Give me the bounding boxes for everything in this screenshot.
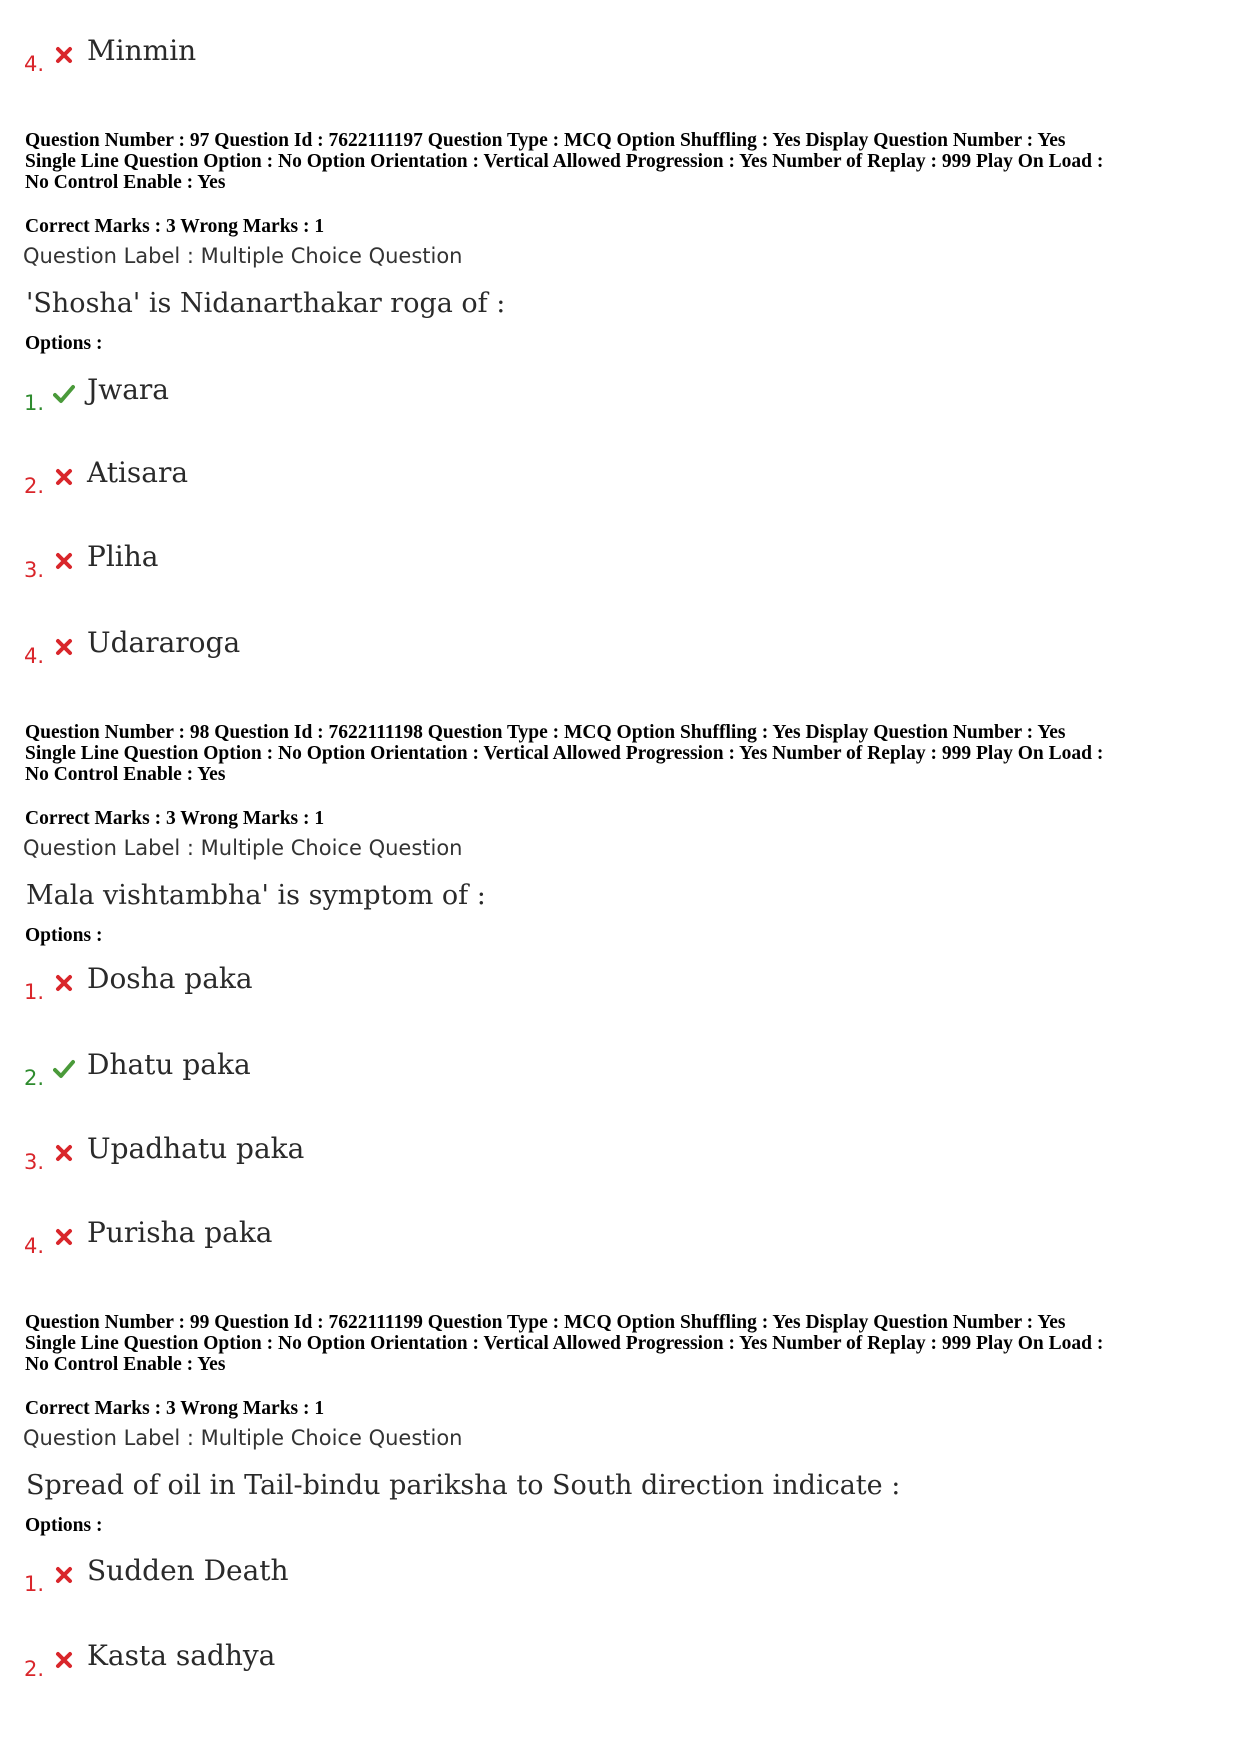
- options-label: Options :: [25, 1515, 103, 1536]
- question-meta-line: Single Line Question Option : No Option Orientation : Vertical Allowed Progression : Yes Number of Replay : 999 Play On Load :: [25, 151, 1104, 172]
- option-text: Udararoga: [87, 626, 241, 659]
- question-meta-line: Question Number : 98 Question Id : 7622111198 Question Type : MCQ Option Shuffling : Yes Display Question Number : Yes: [25, 722, 1066, 743]
- question-meta-line: Single Line Question Option : No Option Orientation : Vertical Allowed Progression : Yes Number of Replay : 999 Play On Load :: [25, 1333, 1104, 1354]
- check-icon: [53, 1058, 75, 1080]
- question-meta-line: Question Number : 97 Question Id : 7622111197 Question Type : MCQ Option Shuffling : Yes Display Question Number : Yes: [25, 130, 1066, 151]
- question-text: 'Shosha' is Nidanarthakar roga of :: [26, 288, 506, 319]
- option-number: 2.: [24, 1657, 45, 1681]
- option-text: Kasta sadhya: [87, 1639, 276, 1672]
- cross-icon: [53, 972, 75, 994]
- cross-icon: [53, 466, 75, 488]
- cross-icon: [53, 1142, 75, 1164]
- option-number: 2.: [24, 1066, 45, 1090]
- cross-icon: [53, 550, 75, 572]
- question-meta: [25, 1312, 1220, 1375]
- option-number: 4.: [24, 1234, 45, 1258]
- option-text: Pliha: [87, 540, 159, 573]
- options-label: Options :: [25, 925, 103, 946]
- option-number: 4.: [24, 52, 45, 76]
- question-label: Question Label : Multiple Choice Question: [23, 836, 463, 860]
- option-text: Atisara: [87, 456, 189, 489]
- option-text: Jwara: [87, 373, 169, 406]
- option-number: 3.: [24, 1150, 45, 1174]
- question-label: Question Label : Multiple Choice Question: [23, 1426, 463, 1450]
- question-marks: Correct Marks : 3 Wrong Marks : 1: [25, 1398, 325, 1419]
- question-meta-line: No Control Enable : Yes: [25, 172, 226, 193]
- option-text: Dosha paka: [87, 962, 253, 995]
- option-number: 1.: [24, 391, 45, 415]
- cross-icon: [53, 44, 75, 66]
- option-text: Dhatu paka: [87, 1048, 251, 1081]
- question-meta-line: Single Line Question Option : No Option Orientation : Vertical Allowed Progression : Yes Number of Replay : 999 Play On Load :: [25, 743, 1104, 764]
- question-meta-line: No Control Enable : Yes: [25, 764, 226, 785]
- question-meta-line: No Control Enable : Yes: [25, 1354, 226, 1375]
- option-text: Sudden Death: [87, 1554, 289, 1587]
- option-number: 2.: [24, 474, 45, 498]
- option-number: 1.: [24, 980, 45, 1004]
- question-meta: [25, 130, 1220, 193]
- option-text: Purisha paka: [87, 1216, 273, 1249]
- question-text: Spread of oil in Tail-bindu pariksha to South direction indicate :: [26, 1470, 901, 1501]
- question-label: Question Label : Multiple Choice Question: [23, 244, 463, 268]
- options-label: Options :: [25, 333, 103, 354]
- question-meta-line: Question Number : 99 Question Id : 7622111199 Question Type : MCQ Option Shuffling : Yes Display Question Number : Yes: [25, 1312, 1066, 1333]
- cross-icon: [53, 1226, 75, 1248]
- option-text: Minmin: [87, 34, 197, 67]
- question-marks: Correct Marks : 3 Wrong Marks : 1: [25, 216, 325, 237]
- option-number: 1.: [24, 1572, 45, 1596]
- option-text: Upadhatu paka: [87, 1132, 305, 1165]
- cross-icon: [53, 1564, 75, 1586]
- cross-icon: [53, 1649, 75, 1671]
- option-number: 4.: [24, 644, 45, 668]
- question-marks: Correct Marks : 3 Wrong Marks : 1: [25, 808, 325, 829]
- option-number: 3.: [24, 558, 45, 582]
- question-text: Mala vishtambha' is symptom of :: [26, 880, 486, 911]
- question-meta: [25, 722, 1220, 785]
- cross-icon: [53, 636, 75, 658]
- check-icon: [53, 383, 75, 405]
